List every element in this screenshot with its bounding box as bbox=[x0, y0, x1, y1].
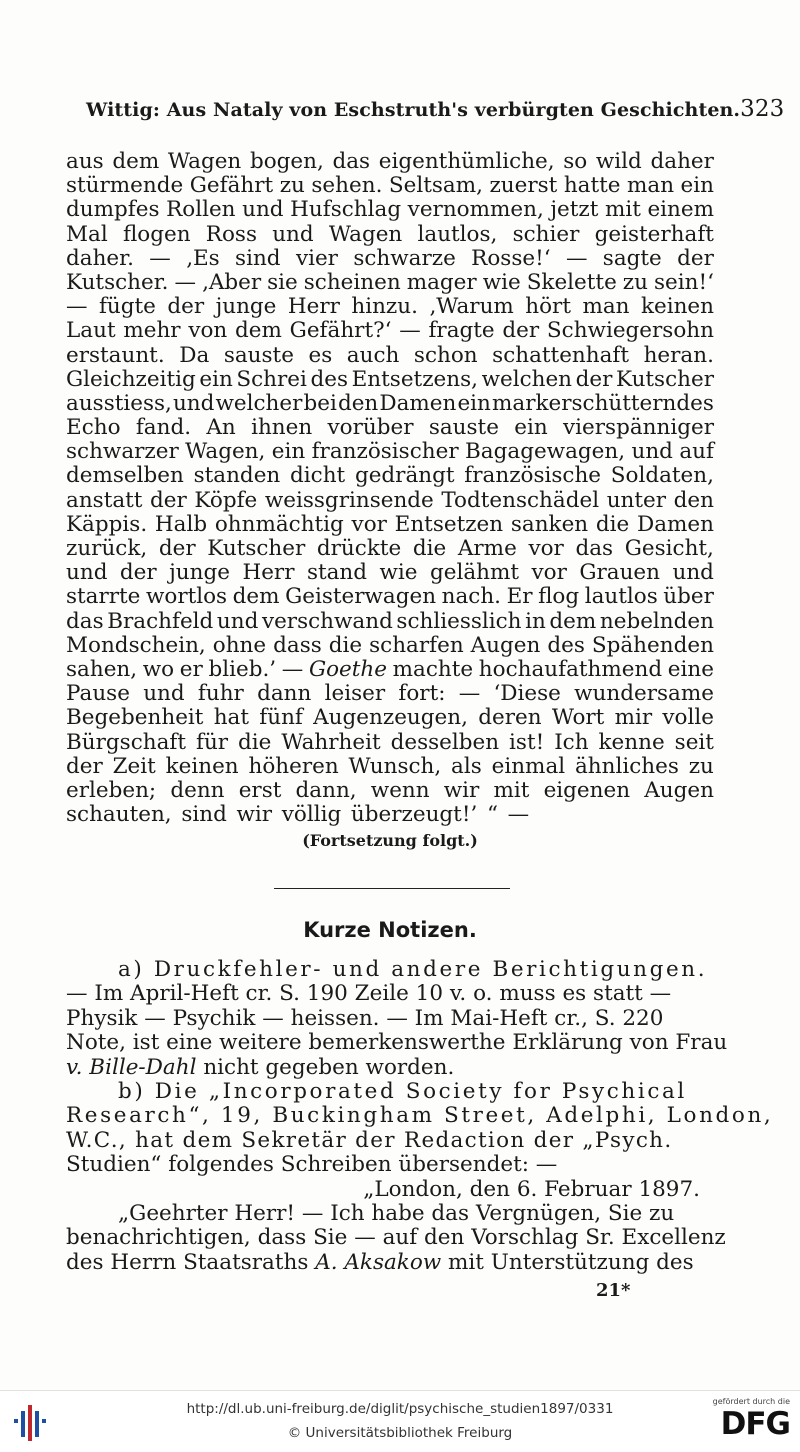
text-line: Kutscher. — ‚Aber sie scheinen mager wie Skelette zu sein!‘ bbox=[66, 269, 714, 295]
viewer-footer bbox=[0, 1390, 800, 1452]
text-line: Laut mehr von dem Gefährt?‘ — fragte der Schwiegersohn bbox=[66, 318, 714, 344]
text-line: der Zeit keinen höheren Wunsch, als einmal ähnliches zu bbox=[66, 753, 714, 779]
note-line: benachrichtigen, dass Sie — auf den Vorschlag Sr. Excellenz bbox=[66, 1225, 726, 1251]
text-line: Käppis. Halb ohnmächtig vor Entsetzen sanken die Damen bbox=[66, 511, 714, 537]
continuation-note: (Fortsetzung folgt.) bbox=[302, 831, 478, 851]
text-line: das Brachfeld und verschwand schliesslich in dem nebelnden bbox=[66, 608, 714, 634]
note-line bbox=[66, 1080, 718, 1104]
text-line: Bürgschaft für die Wahrheit desselben ist! Ich kenne seit bbox=[66, 729, 714, 755]
dfg-logo bbox=[698, 1397, 790, 1447]
author-name: v. Bille-Dahl bbox=[66, 1054, 197, 1080]
section-heading: Kurze Notizen. bbox=[303, 918, 477, 942]
text-line: Begebenheit hat fünf Augenzeugen, deren Wort mir volle bbox=[66, 705, 714, 731]
text-line: dumpfes Rollen und Hufschlag vernommen, jetzt mit einem bbox=[66, 197, 714, 223]
copyright-notice: © Universitätsbibliothek Freiburg bbox=[287, 1425, 513, 1441]
text-line: Gleichzeitig ein Schrei des Entsetzens, welchen der Kutscher bbox=[66, 366, 714, 392]
permalink[interactable]: http://dl.ub.uni-freiburg.de/diglit/psychische_studien1897/0331 bbox=[186, 1401, 614, 1417]
signature-mark: 21* bbox=[596, 1280, 631, 1301]
notes-body bbox=[66, 957, 774, 1275]
note-line: Research“, 19, Buckingham Street, Adelphi, London, bbox=[66, 1103, 774, 1129]
section-divider bbox=[274, 888, 510, 889]
text-line: erstaunt. Da sauste es auch schon schattenhaft heran. bbox=[66, 342, 714, 368]
text-line: aus dem Wagen bogen, das eigenthümliche, so wild daher bbox=[66, 149, 714, 174]
text-line: und der junge Herr stand wie gelähmt vor Grauen und bbox=[66, 560, 714, 586]
text-line: starrte wortlos dem Geisterwagen nach. Er flog lautlos über bbox=[66, 584, 714, 610]
text-line: ausstiess, und welcher bei den Damen ein markerschütterndes bbox=[66, 390, 714, 416]
text-line: stürmende Gefährt zu sehen. Seltsam, zuerst hatte man ein bbox=[66, 173, 714, 199]
note-line: „Geehrter Herr! — Ich habe das Vergnügen, Sie zu bbox=[118, 1200, 675, 1226]
note-line: des Herrn Staatsraths A. Aksakow mit Unterstützung des bbox=[66, 1249, 694, 1275]
running-title: Wittig: Aus Nataly von Eschstruth's verbürgten Geschichten. bbox=[86, 99, 741, 121]
author-name: A. Aksakow bbox=[315, 1249, 442, 1275]
text-line: — fügte der junge Herr hinzu. ‚Warum hört man keinen bbox=[66, 294, 714, 320]
text-line: anstatt der Köpfe weissgrinsende Todtenschädel unter den bbox=[66, 487, 714, 513]
note-line: — Im April-Heft cr. S. 190 Zeile 10 v. o. muss es statt — bbox=[66, 981, 672, 1007]
text-line: daher. — ‚Es sind vier schwarze Rosse!‘ — sagte der bbox=[66, 245, 714, 271]
note-line: Studien“ folgendes Schreiben übersendet: — bbox=[66, 1152, 558, 1178]
text-line: zurück, der Kutscher drückte die Arme vor das Gesicht, bbox=[66, 536, 714, 561]
letter-date: „London, den 6. Februar 1897. bbox=[363, 1176, 700, 1202]
text-line: schwarzer Wagen, ein französischer Bagagewagen, und auf bbox=[66, 439, 714, 465]
text-line: Pause und fuhr dann leiser fort: — ‘Diese wundersame bbox=[66, 681, 714, 707]
text-line: Echo fand. An ihnen vorüber sauste ein vierspänniger bbox=[66, 415, 714, 441]
note-line: Physik — Psychik — heissen. — Im Mai-Heft cr., S. 220 bbox=[66, 1005, 664, 1031]
dfg-wordmark: DFG bbox=[720, 1406, 790, 1442]
note-heading-b: b) Die „Incorporated Society for Psychical bbox=[118, 1078, 687, 1104]
text-line: schauten, sind wir völlig überzeugt!’ “ — bbox=[66, 802, 530, 828]
running-head bbox=[86, 96, 785, 122]
dfg-tagline: gefördert durch die bbox=[712, 1397, 790, 1406]
note-line bbox=[66, 958, 718, 982]
text-line: Mal flogen Ross und Wagen lautlos, schier geisterhaft bbox=[66, 221, 714, 247]
article-body bbox=[66, 150, 714, 853]
text-line: demselben standen dicht gedrängt französische Soldaten, bbox=[66, 463, 714, 489]
text-line: Mondschein, ohne dass die scharfen Augen des Spähenden bbox=[66, 632, 714, 658]
note-line: Note, ist eine weitere bemerkenswerthe Erklärung von Frau bbox=[66, 1030, 728, 1056]
page-number: 323 bbox=[740, 96, 785, 122]
text-line: sahen, wo er blieb.’ — Goethe machte hochaufathmend eine bbox=[66, 656, 714, 682]
text-line: erleben; denn erst dann, wenn wir mit eigenen Augen bbox=[66, 777, 714, 803]
note-line: W.C., hat dem Sekretär der Redaction der „Psych. bbox=[66, 1127, 673, 1153]
note-line: v. Bille-Dahl nicht gegeben worden. bbox=[66, 1054, 455, 1080]
note-heading-a: a) Druckfehler- und andere Berichtigungen. bbox=[118, 957, 708, 982]
